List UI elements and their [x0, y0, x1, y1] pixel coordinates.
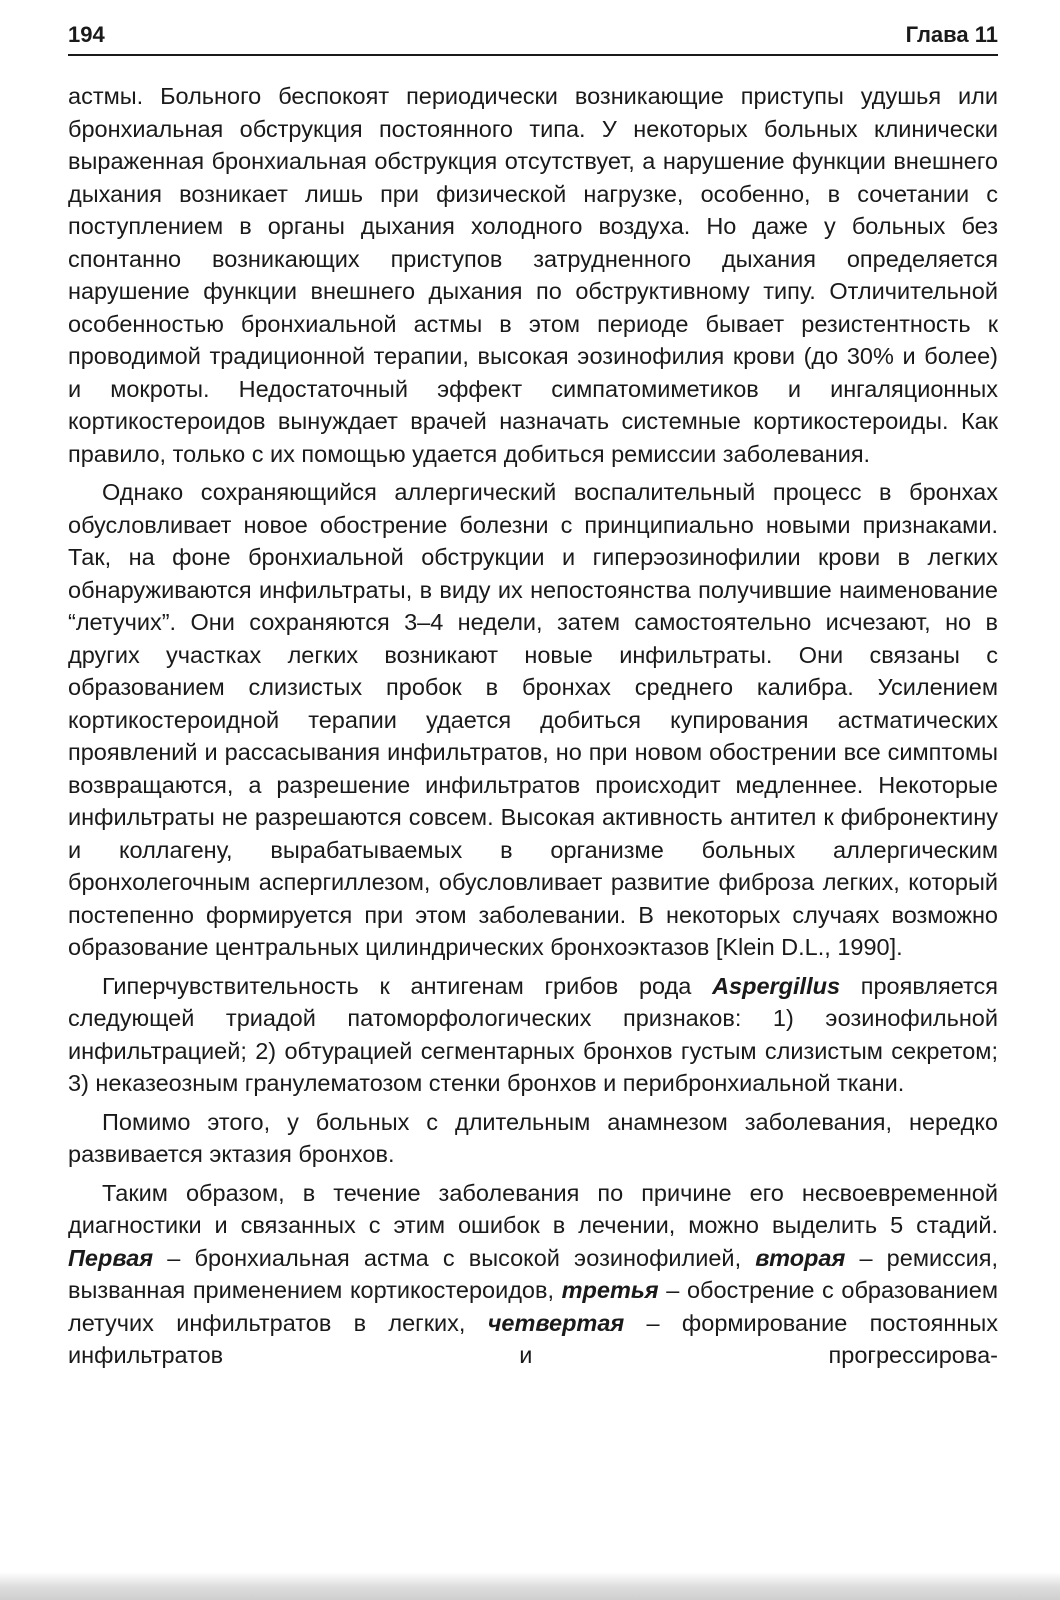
stage-3-term: третья: [561, 1277, 659, 1303]
chapter-label: Глава 11: [905, 22, 998, 47]
paragraph-5: [68, 1177, 998, 1372]
genus-term: Aspergillus: [712, 972, 841, 999]
page-bottom-shadow: [0, 1572, 1060, 1600]
paragraph-2: Однако сохраняющийся аллергический воспалительный процесс в бронхах обусловливает новое обострение болезни с принципиально новыми признаками. Так, на фоне бронхиальной обструкции и гиперэозинофилии крови в легких обнаруживаются инфильтраты, в виду их непостоянства получившие наименование “летучих”. Они сохраняются 3–4 недели, затем самостоятельно исчезают, но в других участках легких возникают новые инфильтраты. Они связаны с образованием слизистых пробок в бронхах среднего калибра. Усилением кортикостероидной терапии удается добиться купирования астматических проявлений и рассасывания инфильтратов, но при новом обострении все симптомы возвращаются, а разрешение инфильтратов происходит медленнее. Некоторые инфильтраты не разрешаются совсем. Высокая активность антител к фибронектину и коллагену, вырабатываемых в организме больных аллергическим бронхолегочным аспергиллезом, обусловливает развитие фиброза легких, который постепенно формируется при этом заболевании. В некоторых случаях возможно образование центральных цилиндрических бронхоэктазов [Klein D.L., 1990].: [68, 479, 998, 960]
stage-3-text: – обострение с образованием летучих инфильтратов в легких,: [68, 1277, 998, 1336]
stage-1-text: – бронхиальная астма с высокой эозинофилией,: [153, 1244, 756, 1271]
stage-2-text: – ремиссия, вызванная применением кортикостероидов,: [68, 1244, 998, 1303]
stage-4-term: четвертая: [487, 1309, 625, 1336]
paragraph-5-intro: Таким образом, в течение заболевания по причине его несвоевременной диагностики и связанных с этим ошибок в лечении, можно выделить 5 стадий.: [68, 1179, 998, 1238]
running-header: [68, 20, 998, 56]
paragraph-1: астмы. Больного беспокоят периодически возникающие приступы удушья или бронхиальная обструкция постоянного типа. У некоторых больных клинически выраженная бронхиальная обструкция отсутствует, а нарушение функции внешнего дыхания возникает лишь при физической нагрузке, особенно, в сочетании с поступлением в органы дыхания холодного воздуха. Но даже у больных без спонтанно возникающих приступов затрудненного дыхания определяется нарушение функции внешнего дыхания по обструктивному типу. Отличительной особенностью бронхиальной астмы в этом периоде бывает резистентность к проводимой традиционной терапии, высокая эозинофилия крови (до 30% и более) и мокроты. Недостаточный эффект симпатомиметиков и ингаляционных кортикостероидов вынуждает врачей назначать системные кортикостероиды. Как правило, только с их помощью удается добиться ремиссии заболевания.: [68, 83, 998, 467]
stage-2-term: вторая: [755, 1244, 846, 1271]
paragraph-3-text-a: Гиперчувствительность к антигенам грибов рода: [102, 972, 713, 999]
paragraph-3-text-b: проявляется следующей триадой патоморфологических признаков: 1) эозинофильной инфильтрацией; 2) обтурацией сегментарных бронхов густым слизистым секретом; 3) неказеозным гранулематозом стенки бронхов и перибронхиальной ткани.: [68, 972, 998, 1096]
stage-4-text: – формирование постоянных инфильтратов и прогрессирова-: [68, 1309, 998, 1368]
stage-1-term: Первая: [68, 1244, 154, 1271]
body-text: [68, 80, 998, 1378]
page-number: 194: [68, 22, 105, 47]
paragraph-3: [68, 970, 998, 1100]
paragraph-4: Помимо этого, у больных с длительным анамнезом заболевания, нередко развивается эктазия бронхов.: [68, 1108, 998, 1167]
